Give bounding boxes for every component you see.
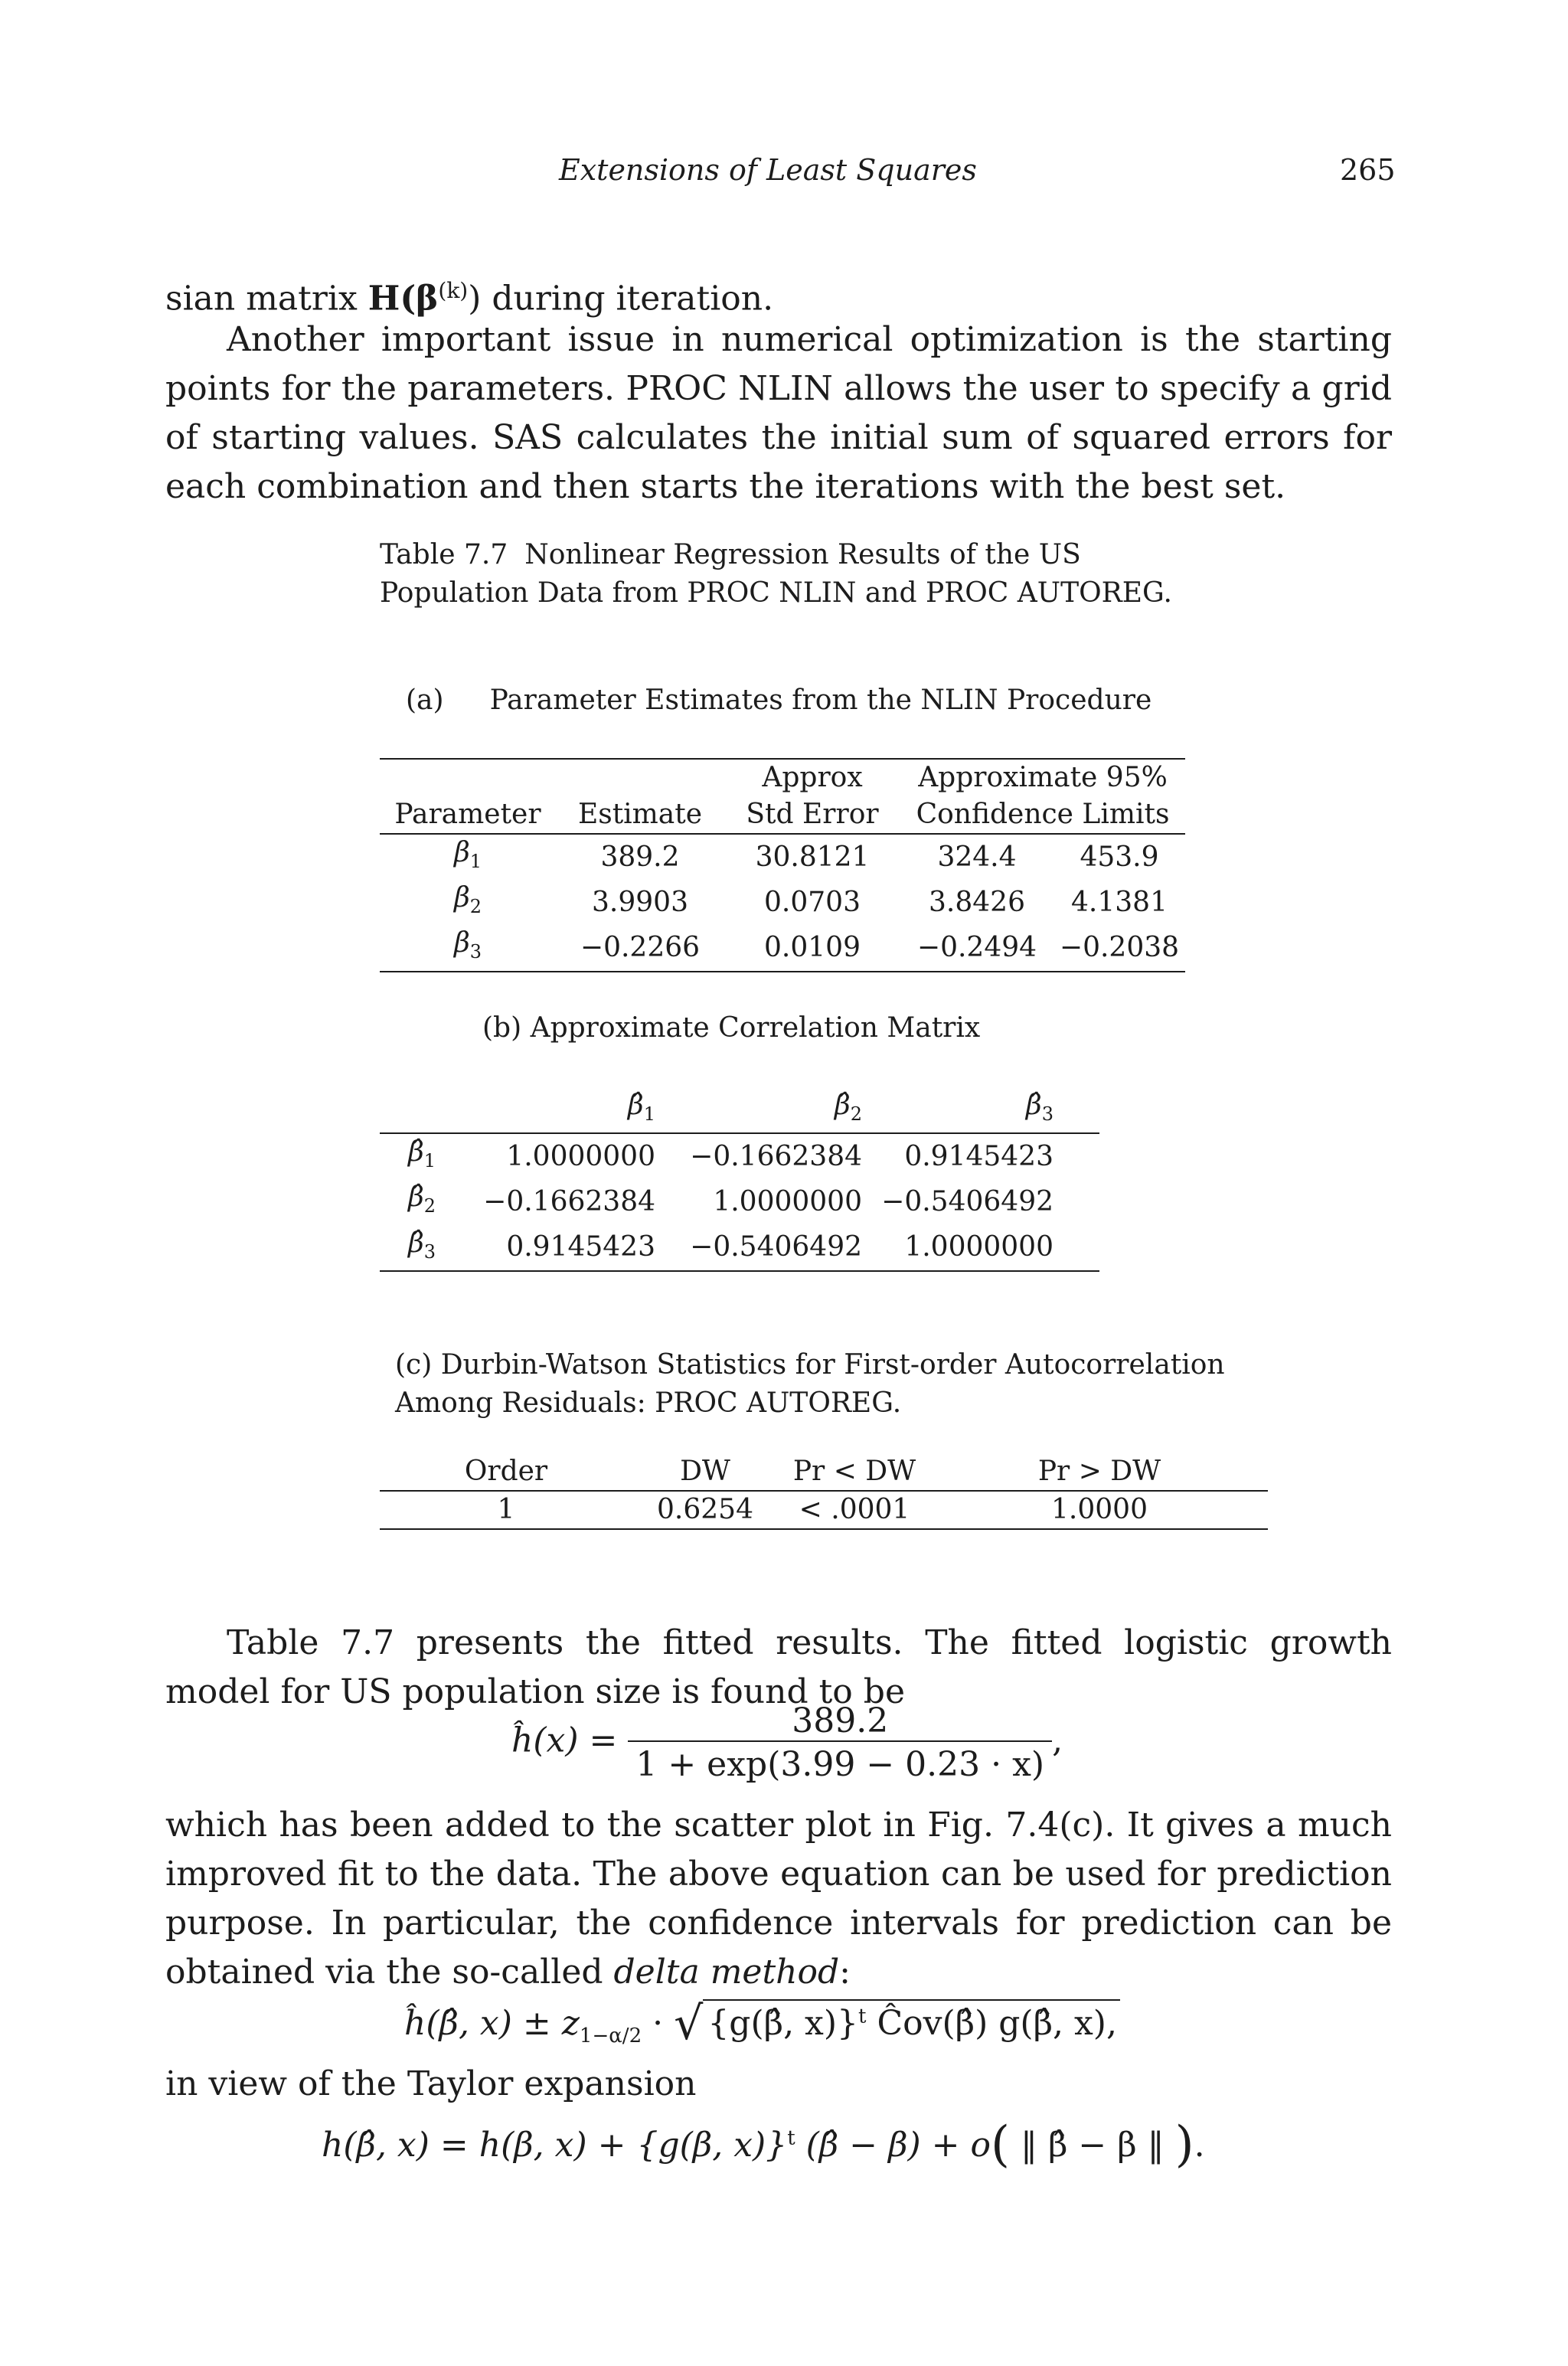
lower-limit-cell: 324.4 — [937, 841, 1017, 873]
order-cell: 1 — [497, 1494, 515, 1525]
row-subscript: 1 — [423, 1150, 436, 1172]
delta-transpose: t — [858, 2005, 867, 2028]
durbin-watson-table — [380, 1453, 1268, 1530]
taylor-inner: ‖ β̂ − β ‖ — [1009, 2126, 1175, 2165]
param-subscript: 1 — [469, 851, 482, 873]
table-row — [380, 880, 1185, 925]
left-paren-icon: ( — [991, 2116, 1010, 2173]
fitted-trail: , — [1052, 1721, 1063, 1760]
table-caption-text: Nonlinear Regression Results of the US Population Data from PROC NLIN and PROC AUTOREG. — [380, 539, 1172, 609]
upper-limit-cell: −0.2038 — [1059, 931, 1180, 963]
fitted-numerator: 389.2 — [792, 1701, 889, 1740]
paragraph-2 — [165, 315, 1392, 511]
upper-limit-cell: 453.9 — [1080, 841, 1159, 873]
table-a-title — [406, 681, 1152, 720]
header-dw: DW — [680, 1456, 730, 1487]
std-error-cell: 30.8121 — [755, 841, 870, 873]
header-conf-limits: Confidence Limits — [916, 799, 1170, 830]
header-parameter: Parameter — [394, 799, 541, 830]
fitted-fraction — [628, 1701, 1052, 1784]
taylor-transpose: t — [787, 2126, 795, 2150]
paragraph-3-text: Table 7.7 presents the fitted results. The fitted logistic growth model for US population size is found to be — [165, 1623, 1392, 1711]
header-pr-greater-dw: Pr > DW — [1037, 1456, 1161, 1487]
para1-end: ) during iteration. — [468, 279, 774, 319]
param-symbol: β — [453, 927, 470, 959]
table-c-title-line-2: Among Residuals: PROC AUTOREG. — [395, 1387, 902, 1419]
header-order: Order — [464, 1456, 548, 1487]
table-a-header-row-2 — [380, 796, 1185, 834]
lower-limit-cell: −0.2494 — [916, 931, 1037, 963]
table-row — [380, 834, 1185, 880]
estimate-cell: 3.9903 — [592, 886, 688, 918]
param-subscript: 3 — [469, 941, 482, 963]
header-estimate: Estimate — [577, 799, 703, 830]
delta-radicand — [703, 1999, 1120, 2043]
dw-cell: 0.6254 — [657, 1494, 753, 1525]
paragraph-5-text: in view of the Taylor expansion — [165, 2064, 697, 2103]
col-symbol: β̂ — [834, 1090, 851, 1121]
corr-cell: −0.5406492 — [690, 1231, 862, 1263]
std-error-cell: 0.0703 — [764, 886, 861, 918]
col-subscript: 3 — [1041, 1103, 1054, 1126]
table-row — [380, 925, 1185, 971]
header-pr-less-dw: Pr < DW — [792, 1456, 916, 1487]
lower-limit-cell: 3.8426 — [929, 886, 1025, 918]
delta-method-equation — [404, 1997, 1120, 2051]
std-error-cell: 0.0109 — [764, 931, 861, 963]
fitted-model-equation — [511, 1701, 1063, 1784]
table-c-title-line-1: (c) Durbin-Watson Statistics for First-order Autocorrelation — [395, 1349, 1225, 1381]
row-symbol: β̂ — [407, 1227, 424, 1259]
col-symbol: β̂ — [1025, 1090, 1042, 1121]
corr-cell: 1.0000000 — [713, 1185, 862, 1217]
delta-method-term: delta method — [613, 1953, 840, 1992]
paragraph-4-text: which has been added to the scatter plot in Fig. 7.4(c). It gives a much improved fit to the data. The above equation can be used for prediction purpose. In particular, the confidence intervals for prediction can be obtained via the so-called — [165, 1806, 1392, 1992]
delta-dot: · — [642, 2004, 675, 2043]
table-c-header-row — [380, 1453, 1268, 1491]
table-caption — [380, 536, 1191, 613]
table-a-title-text: Parameter Estimates from the NLIN Procedure — [489, 685, 1152, 716]
paragraph-2-text: Another important issue in numerical optimization is the starting points for the parameters. PROC NLIN allows the user to specify a grid of starting values. SAS calculates the initial sum of squared errors for each combination and then starts the iterations with the best set. — [165, 320, 1392, 506]
param-symbol: β — [453, 882, 470, 914]
corr-cell: 0.9145423 — [506, 1231, 655, 1263]
sqrt-icon: √ — [674, 1997, 704, 2051]
table-b-header-row — [380, 1087, 1099, 1133]
col-subscript: 1 — [643, 1103, 655, 1126]
table-a-header-row-1 — [380, 759, 1185, 796]
row-symbol: β̂ — [407, 1136, 424, 1168]
header-approx95: Approximate 95% — [918, 762, 1168, 793]
table-c-title — [395, 1346, 1225, 1423]
taylor-expansion-equation — [322, 2116, 1205, 2173]
table-row — [380, 1133, 1099, 1179]
corr-cell: 0.9145423 — [904, 1140, 1054, 1172]
corr-cell: 1.0000000 — [506, 1140, 655, 1172]
table-a-label: (a) — [406, 685, 444, 716]
table-row — [380, 1179, 1099, 1224]
col-subscript: 2 — [850, 1103, 862, 1126]
delta-subscript: 1−α/2 — [579, 2024, 642, 2047]
param-subscript: 2 — [469, 896, 482, 918]
pr-less-cell: < .0001 — [799, 1494, 910, 1525]
beta-arg: (β — [400, 279, 439, 319]
row-symbol: β̂ — [407, 1181, 424, 1214]
delta-lhs: ĥ(β̂, x) ± z — [404, 2004, 580, 2043]
corr-cell: −0.1662384 — [690, 1140, 862, 1172]
taylor-mid: (β̂ − β) + o — [795, 2126, 991, 2165]
parameter-estimates-table — [380, 758, 1185, 972]
running-head: Extensions of Least Squares — [559, 153, 977, 187]
header-std-error: Std Error — [746, 799, 879, 830]
iteration-superscript: (k) — [438, 278, 469, 303]
table-row — [380, 1491, 1268, 1529]
page-number: 265 — [1340, 153, 1396, 187]
table-row — [380, 1225, 1099, 1271]
row-subscript: 2 — [423, 1195, 436, 1217]
estimate-cell: 389.2 — [600, 841, 680, 873]
row-subscript: 3 — [423, 1240, 436, 1263]
fitted-lhs: ĥ(x) = — [511, 1721, 618, 1760]
paragraph-4 — [165, 1801, 1392, 1997]
estimate-cell: −0.2266 — [580, 931, 701, 963]
taylor-lhs: h(β̂, x) = h(β, x) + {g(β, x)} — [322, 2126, 788, 2165]
table-caption-label: Table 7.7 — [380, 539, 508, 570]
table-b-title: (b) Approximate Correlation Matrix — [482, 1012, 981, 1044]
corr-cell: 1.0000000 — [904, 1231, 1054, 1263]
right-paren-icon: ) — [1174, 2116, 1194, 2173]
para1-start: sian matrix — [165, 279, 368, 319]
hessian-symbol: H — [368, 279, 400, 319]
paragraph-4-end: : — [839, 1953, 851, 1992]
corr-cell: −0.5406492 — [881, 1185, 1054, 1217]
corr-cell: −0.1662384 — [483, 1185, 655, 1217]
upper-limit-cell: 4.1381 — [1071, 886, 1168, 918]
col-symbol: β̂ — [627, 1090, 644, 1121]
taylor-end: . — [1194, 2126, 1205, 2165]
correlation-matrix-table — [380, 1087, 1099, 1272]
header-approx: Approx — [762, 762, 863, 793]
delta-radicand-text: {g(β̂, x)} — [707, 2004, 859, 2043]
delta-cov: Ĉov(β̂) g(β̂, x), — [866, 2004, 1117, 2043]
paragraph-5 — [165, 2060, 1392, 2109]
pr-greater-cell: 1.0000 — [1051, 1494, 1148, 1525]
param-symbol: β — [453, 837, 470, 868]
fitted-denominator: 1 + exp(3.99 − 0.23 · x) — [628, 1740, 1052, 1784]
